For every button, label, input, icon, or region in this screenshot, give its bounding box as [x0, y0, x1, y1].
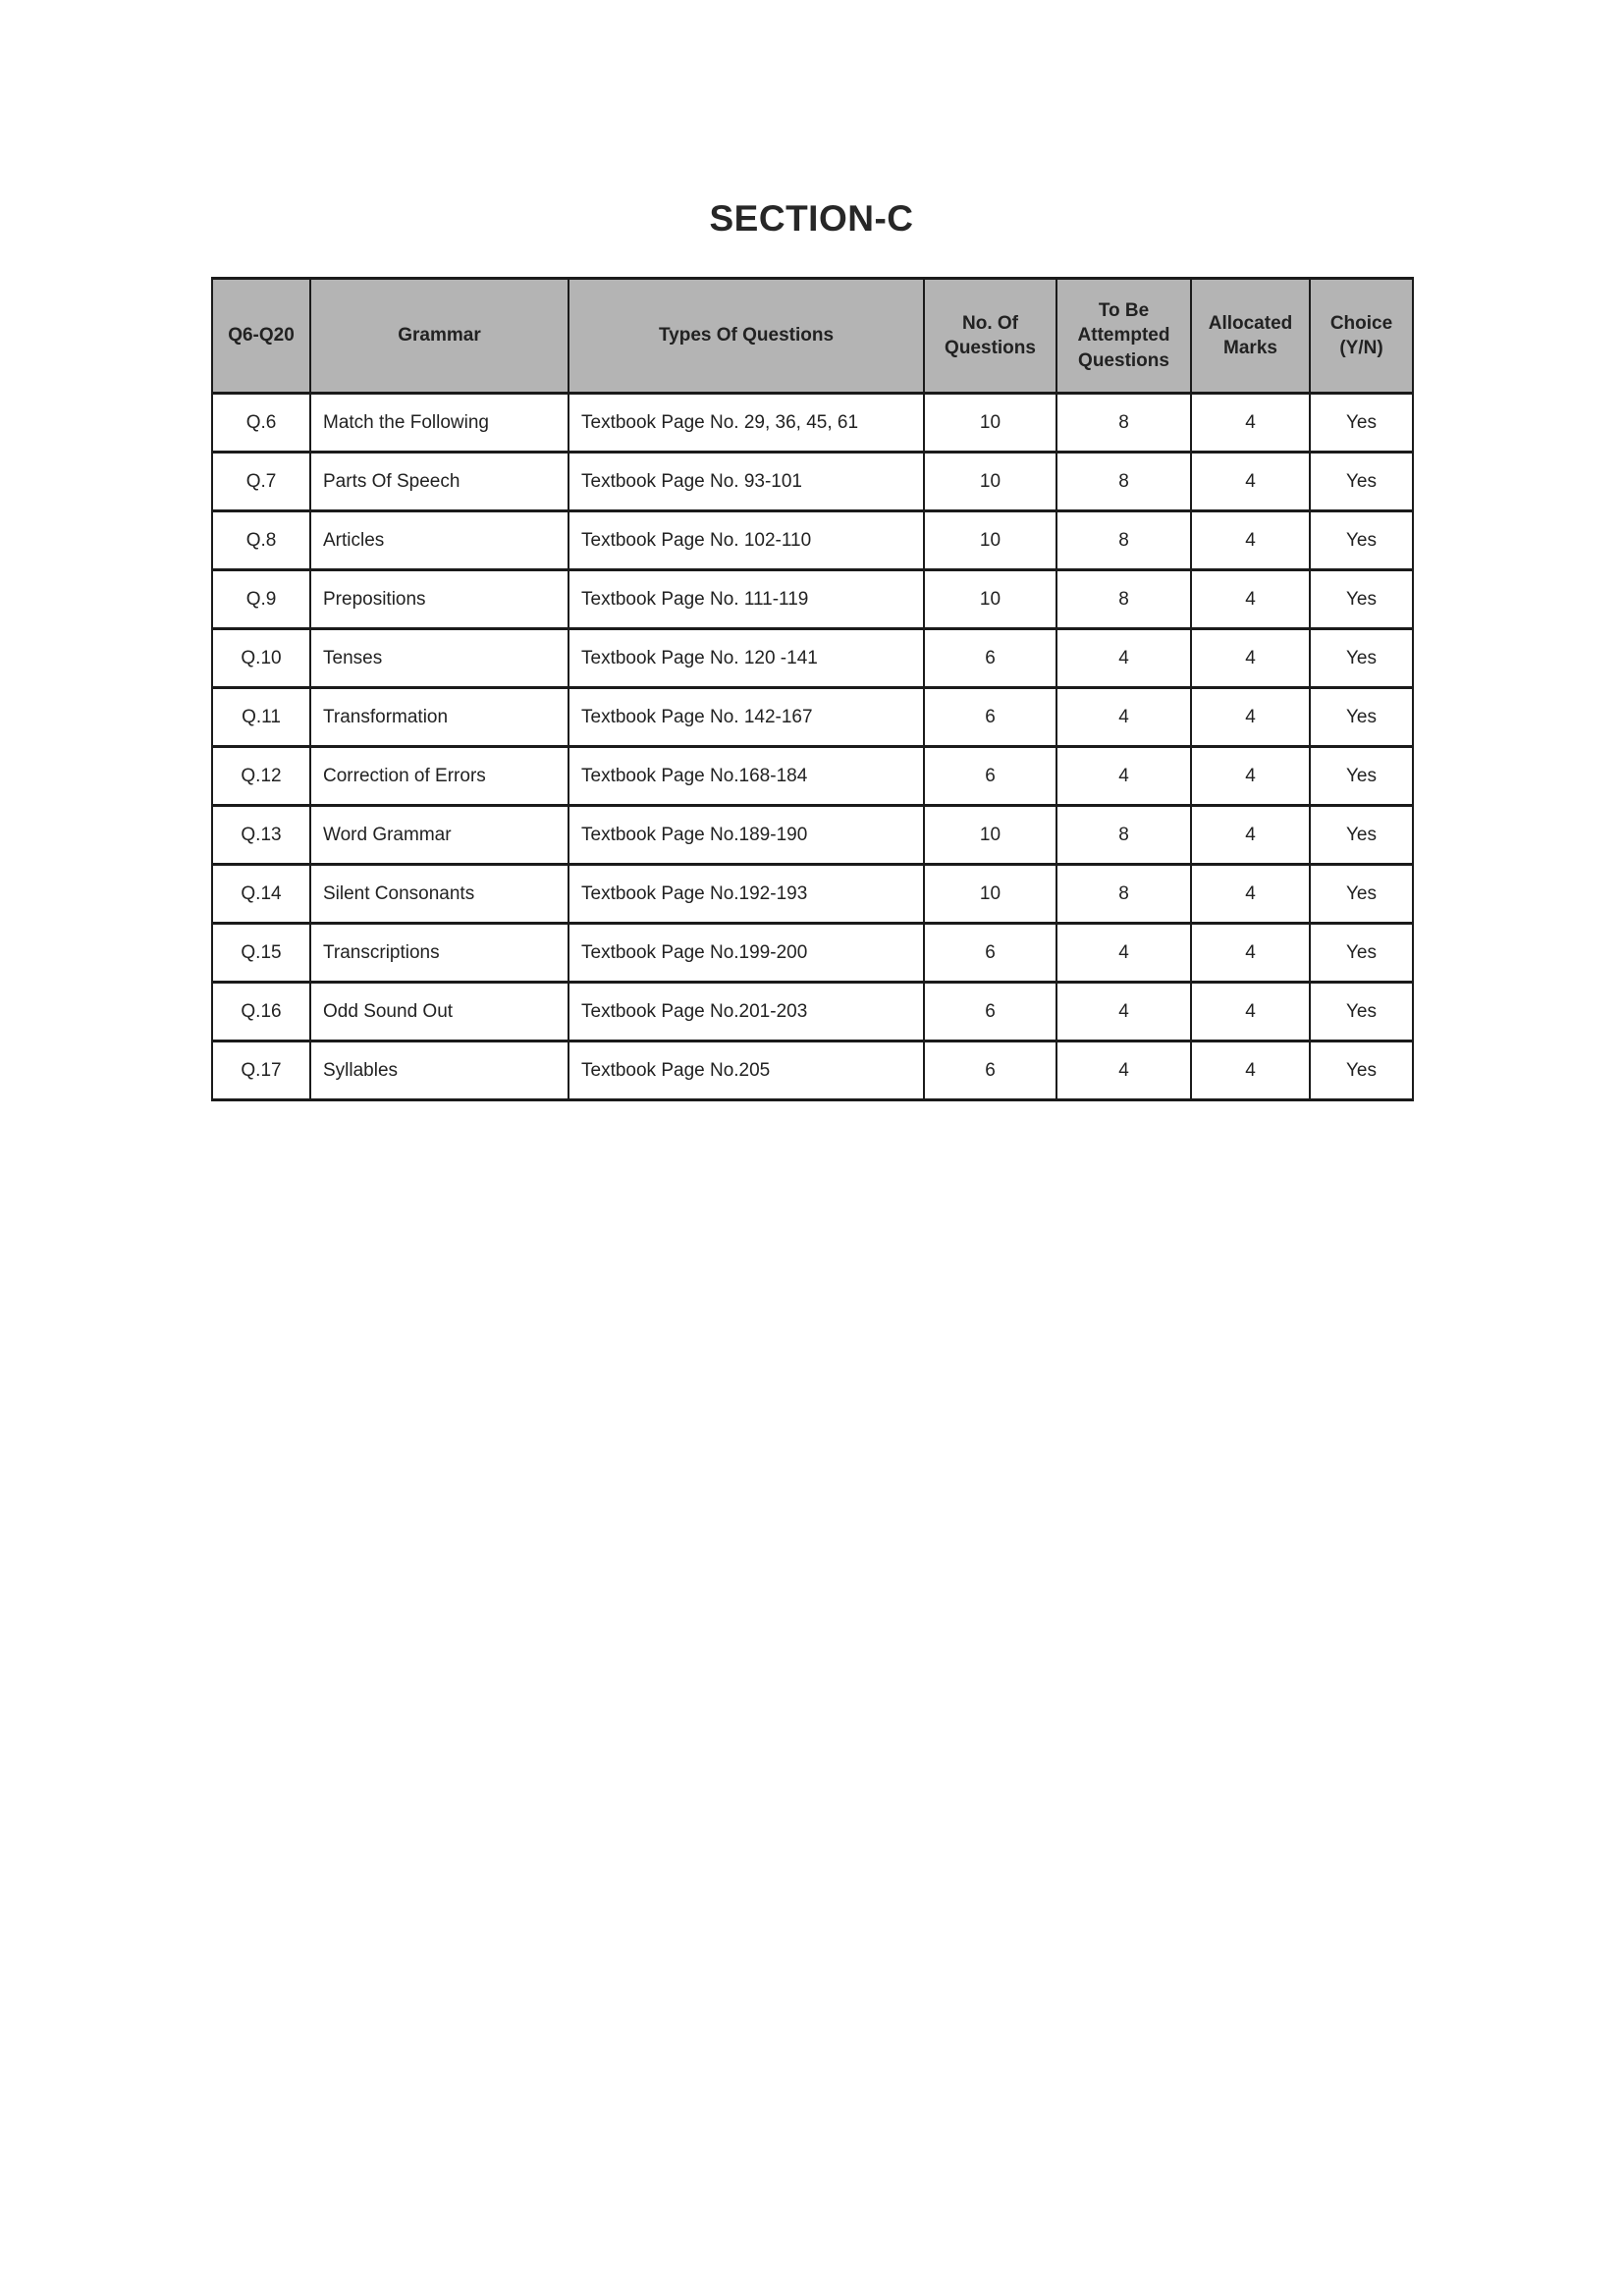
cell-types: Textbook Page No.199-200 — [568, 924, 924, 983]
cell-types: Textbook Page No.192-193 — [568, 865, 924, 924]
cell-marks: 4 — [1191, 688, 1310, 747]
cell-marks: 4 — [1191, 1041, 1310, 1100]
cell-to_attempt: 8 — [1056, 865, 1191, 924]
cell-grammar: Prepositions — [310, 570, 568, 629]
cell-grammar: Articles — [310, 511, 568, 570]
cell-num_questions: 10 — [924, 394, 1056, 453]
cell-marks: 4 — [1191, 806, 1310, 865]
cell-marks: 4 — [1191, 570, 1310, 629]
table-row — [212, 865, 1413, 924]
cell-marks: 4 — [1191, 453, 1310, 511]
cell-grammar: Correction of Errors — [310, 747, 568, 806]
cell-to_attempt: 4 — [1056, 688, 1191, 747]
cell-types: Textbook Page No.168-184 — [568, 747, 924, 806]
table-row — [212, 394, 1413, 453]
cell-choice: Yes — [1310, 453, 1413, 511]
cell-num_questions: 10 — [924, 511, 1056, 570]
cell-grammar: Parts Of Speech — [310, 453, 568, 511]
column-header-types: Types Of Questions — [568, 279, 924, 394]
cell-num_questions: 6 — [924, 629, 1056, 688]
column-header-to_attempt: To Be Attempted Questions — [1056, 279, 1191, 394]
cell-types: Textbook Page No. 120 -141 — [568, 629, 924, 688]
cell-to_attempt: 8 — [1056, 570, 1191, 629]
table-row — [212, 806, 1413, 865]
column-header-grammar: Grammar — [310, 279, 568, 394]
table-row — [212, 688, 1413, 747]
cell-marks: 4 — [1191, 924, 1310, 983]
cell-q: Q.9 — [212, 570, 310, 629]
cell-grammar: Tenses — [310, 629, 568, 688]
table-row — [212, 570, 1413, 629]
cell-choice: Yes — [1310, 983, 1413, 1041]
cell-q: Q.12 — [212, 747, 310, 806]
cell-to_attempt: 8 — [1056, 806, 1191, 865]
cell-marks: 4 — [1191, 983, 1310, 1041]
cell-q: Q.6 — [212, 394, 310, 453]
cell-num_questions: 6 — [924, 983, 1056, 1041]
cell-choice: Yes — [1310, 747, 1413, 806]
cell-types: Textbook Page No. 142-167 — [568, 688, 924, 747]
column-header-num_questions: No. Of Questions — [924, 279, 1056, 394]
cell-q: Q.10 — [212, 629, 310, 688]
cell-types: Textbook Page No. 93-101 — [568, 453, 924, 511]
cell-grammar: Odd Sound Out — [310, 983, 568, 1041]
table-row — [212, 453, 1413, 511]
cell-num_questions: 6 — [924, 1041, 1056, 1100]
cell-grammar: Syllables — [310, 1041, 568, 1100]
cell-choice: Yes — [1310, 570, 1413, 629]
cell-types: Textbook Page No. 111-119 — [568, 570, 924, 629]
cell-to_attempt: 8 — [1056, 453, 1191, 511]
cell-choice: Yes — [1310, 865, 1413, 924]
table-row — [212, 924, 1413, 983]
table-row — [212, 983, 1413, 1041]
cell-to_attempt: 8 — [1056, 511, 1191, 570]
cell-num_questions: 6 — [924, 924, 1056, 983]
cell-choice: Yes — [1310, 629, 1413, 688]
column-header-q: Q6-Q20 — [212, 279, 310, 394]
cell-to_attempt: 4 — [1056, 747, 1191, 806]
cell-choice: Yes — [1310, 688, 1413, 747]
cell-to_attempt: 4 — [1056, 629, 1191, 688]
cell-types: Textbook Page No. 29, 36, 45, 61 — [568, 394, 924, 453]
cell-q: Q.8 — [212, 511, 310, 570]
column-header-choice: Choice (Y/N) — [1310, 279, 1413, 394]
table-body — [212, 394, 1413, 1100]
cell-grammar: Transformation — [310, 688, 568, 747]
cell-num_questions: 10 — [924, 865, 1056, 924]
cell-q: Q.11 — [212, 688, 310, 747]
cell-types: Textbook Page No.205 — [568, 1041, 924, 1100]
cell-q: Q.13 — [212, 806, 310, 865]
cell-marks: 4 — [1191, 865, 1310, 924]
cell-q: Q.17 — [212, 1041, 310, 1100]
cell-num_questions: 6 — [924, 747, 1056, 806]
cell-to_attempt: 4 — [1056, 1041, 1191, 1100]
cell-choice: Yes — [1310, 924, 1413, 983]
table-row — [212, 747, 1413, 806]
section-c-table — [211, 277, 1414, 1101]
cell-marks: 4 — [1191, 747, 1310, 806]
cell-choice: Yes — [1310, 394, 1413, 453]
cell-q: Q.16 — [212, 983, 310, 1041]
cell-grammar: Silent Consonants — [310, 865, 568, 924]
cell-marks: 4 — [1191, 511, 1310, 570]
table-header — [212, 279, 1413, 394]
cell-types: Textbook Page No.189-190 — [568, 806, 924, 865]
cell-types: Textbook Page No.201-203 — [568, 983, 924, 1041]
cell-choice: Yes — [1310, 1041, 1413, 1100]
cell-num_questions: 10 — [924, 570, 1056, 629]
table-header-row — [212, 279, 1413, 394]
cell-to_attempt: 8 — [1056, 394, 1191, 453]
cell-q: Q.7 — [212, 453, 310, 511]
cell-choice: Yes — [1310, 806, 1413, 865]
cell-num_questions: 10 — [924, 453, 1056, 511]
cell-q: Q.14 — [212, 865, 310, 924]
column-header-marks: Allocated Marks — [1191, 279, 1310, 394]
cell-grammar: Word Grammar — [310, 806, 568, 865]
cell-grammar: Transcriptions — [310, 924, 568, 983]
cell-grammar: Match the Following — [310, 394, 568, 453]
cell-num_questions: 6 — [924, 688, 1056, 747]
cell-to_attempt: 4 — [1056, 924, 1191, 983]
cell-q: Q.15 — [212, 924, 310, 983]
page-title: SECTION-C — [709, 198, 914, 239]
table-row — [212, 629, 1413, 688]
table-row — [212, 511, 1413, 570]
cell-to_attempt: 4 — [1056, 983, 1191, 1041]
cell-num_questions: 10 — [924, 806, 1056, 865]
cell-marks: 4 — [1191, 394, 1310, 453]
cell-types: Textbook Page No. 102-110 — [568, 511, 924, 570]
table-row — [212, 1041, 1413, 1100]
cell-choice: Yes — [1310, 511, 1413, 570]
cell-marks: 4 — [1191, 629, 1310, 688]
